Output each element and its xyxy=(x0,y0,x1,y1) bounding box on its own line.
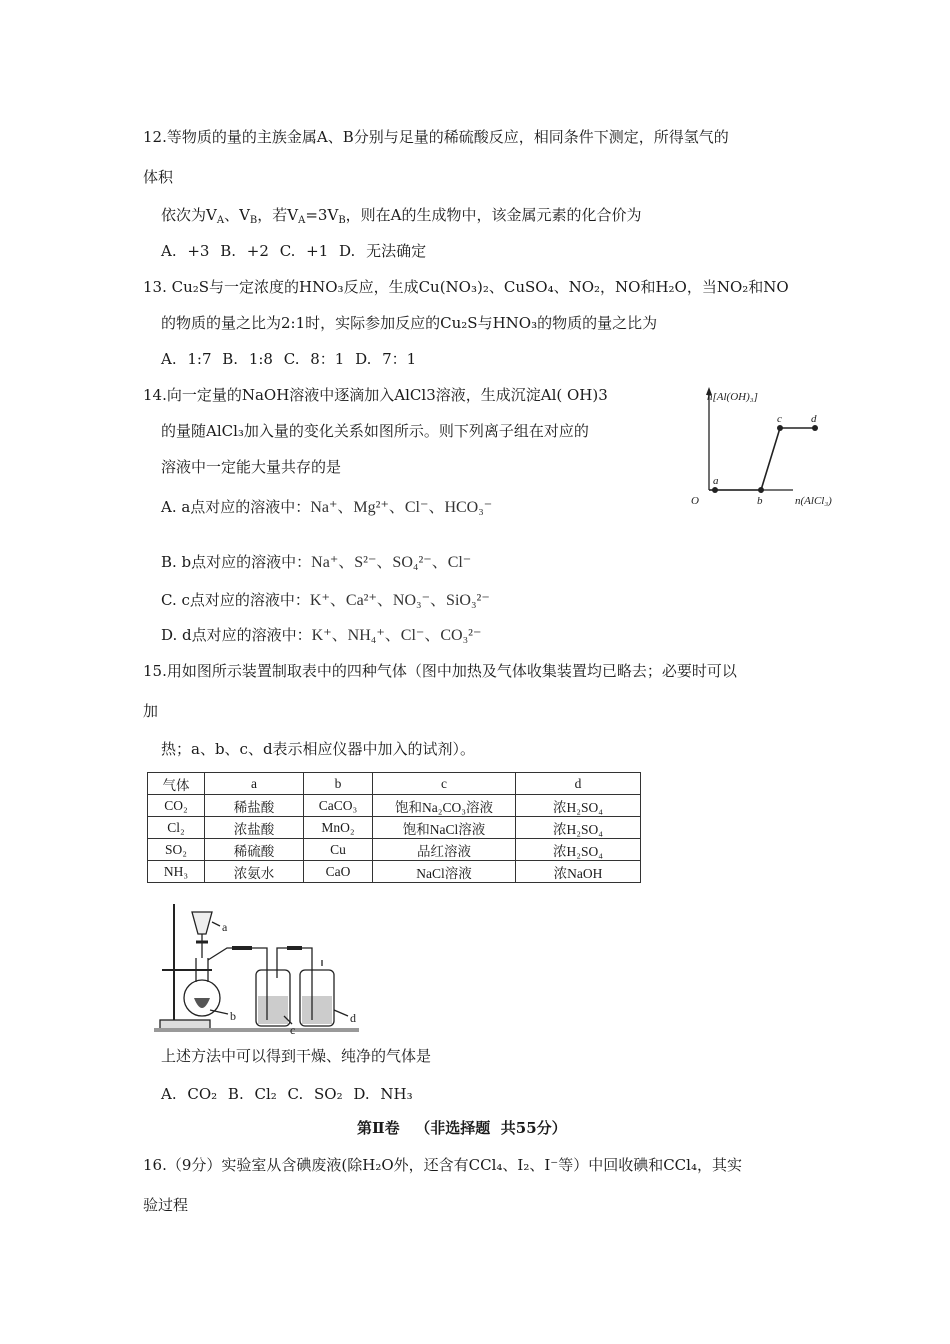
section-title: 第Ⅱ卷 （非选择题 共55分） xyxy=(357,1119,567,1137)
label-a: a xyxy=(222,920,228,934)
point-a-label: a xyxy=(713,475,719,487)
q15-line1: 15.用如图所示装置制取表中的四种气体（图中加热及气体收集装置均已略去；必要时可以 xyxy=(143,662,737,680)
q14-graph xyxy=(685,382,855,512)
table-cell: SO₂ xyxy=(148,839,205,861)
table-cell: 稀硫酸 xyxy=(205,839,304,861)
point-c-label: c xyxy=(777,413,782,425)
table-cell: 稀盐酸 xyxy=(205,795,304,817)
label-c: c xyxy=(290,1023,296,1036)
table-row xyxy=(148,839,641,861)
q12-line1: 12.等物质的量的主族金属A、B分别与足量的稀硫酸反应，相同条件下测定，所得氢气的 xyxy=(143,128,729,146)
solid-b xyxy=(194,998,210,1008)
origin-label: O xyxy=(691,495,699,507)
separatory-funnel xyxy=(192,912,212,934)
table-cell: 浓氨水 xyxy=(205,861,304,883)
q12-line2: 体积 xyxy=(143,168,174,186)
point-a xyxy=(712,487,718,493)
label-b: b xyxy=(230,1009,236,1023)
table-header: b xyxy=(304,773,373,795)
q14-line3: 溶液中一定能大量共存的是 xyxy=(161,458,342,476)
table-row xyxy=(148,817,641,839)
table-cell: CO₂ xyxy=(148,795,205,817)
point-d-label: d xyxy=(811,413,817,425)
table-cell: 饱和Na₂CO₃溶液 xyxy=(373,795,516,817)
table-header: a xyxy=(205,773,304,795)
table-cell: 饱和NaCl溶液 xyxy=(373,817,516,839)
table-cell: MnO₂ xyxy=(304,817,373,839)
q12-options: A. +3 B. +2 C. +1 D. 无法确定 xyxy=(161,242,427,260)
apparatus-diagram xyxy=(152,898,362,1036)
table-cell: 浓盐酸 xyxy=(205,817,304,839)
q16-line1: 16.（9分）实验室从含碘废液(除H₂O外，还含有CCl₄、I₂、I⁻等）中回收碘和CCl₄，其实 xyxy=(143,1156,742,1174)
table-header: 气体 xyxy=(148,773,205,795)
q14-option-b: B. b点对应的溶液中：Na⁺、S²⁻、SO₄²⁻、Cl⁻ xyxy=(161,553,472,571)
q14-option-d: D. d点对应的溶液中：K⁺、NH₄⁺、Cl⁻、CO₃²⁻ xyxy=(161,626,482,644)
table-header: c xyxy=(373,773,516,795)
table-cell: Cl₂ xyxy=(148,817,205,839)
q13-options: A. 1:7 B. 1:8 C. 8：1 D. 7：1 xyxy=(161,350,417,368)
table-cell: 品红溶液 xyxy=(373,839,516,861)
table-cell: Cu xyxy=(304,839,373,861)
table-cell: 浓H₂SO₄ xyxy=(516,795,641,817)
point-b xyxy=(758,487,764,493)
q15-question: 上述方法中可以得到干燥、纯净的气体是 xyxy=(161,1047,432,1065)
q14-line1: 14.向一定量的NaOH溶液中逐滴加入AlCl3溶液，生成沉淀Al( OH)3 xyxy=(143,386,608,404)
table-row xyxy=(148,795,641,817)
table-cell: NH₃ xyxy=(148,861,205,883)
q12-line3: 依次为$V_A$、$V_B$，若$V_A=3V_B$，则在A的生成物中，该金属元素的化合价为 xyxy=(161,206,642,226)
table-cell: NaCl溶液 xyxy=(373,861,516,883)
q15-options: A. CO₂ B. Cl₂ C. SO₂ D. NH₃ xyxy=(161,1085,413,1103)
q14-option-a: A. a点对应的溶液中：Na⁺、Mg²⁺、Cl⁻、HCO₃⁻ xyxy=(161,498,493,516)
table-header: d xyxy=(516,773,641,795)
x-axis-label: n(AlCl₃) xyxy=(795,495,832,507)
q14-option-c: C. c点对应的溶液中：K⁺、Ca²⁺、NO₃⁻、SiO₃²⁻ xyxy=(161,591,490,609)
table-cell: CaCO₃ xyxy=(304,795,373,817)
table-cell: 浓H₂SO₄ xyxy=(516,839,641,861)
curve xyxy=(709,428,815,490)
point-c xyxy=(777,425,783,431)
table-cell: CaO xyxy=(304,861,373,883)
point-d xyxy=(812,425,818,431)
bench xyxy=(154,1028,359,1032)
table-header-row xyxy=(148,773,641,795)
q16-line2: 验过程 xyxy=(143,1196,189,1214)
table-cell: 浓H₂SO₄ xyxy=(516,817,641,839)
y-axis-label: n[Al(OH)₃] xyxy=(707,391,758,403)
gas-table xyxy=(147,772,641,883)
q13-line1: 13. Cu₂S与一定浓度的HNO₃反应，生成Cu(NO₃)₂、CuSO₄、NO₂，NO和H₂O，当NO₂和NO xyxy=(143,278,789,296)
q14-line2: 的量随AlCl₃加入量的变化关系如图所示。则下列离子组在对应的 xyxy=(161,422,589,440)
table-cell: 浓NaOH xyxy=(516,861,641,883)
point-b-label: b xyxy=(757,495,763,507)
q15-line3: 热；a、b、c、d表示相应仪器中加入的试剂）。 xyxy=(161,740,476,758)
table-row xyxy=(148,861,641,883)
q13-line2: 的物质的量之比为2:1时，实际参加反应的Cu₂S与HNO₃的物质的量之比为 xyxy=(161,314,658,332)
label-d: d xyxy=(350,1011,356,1025)
q15-line2: 加 xyxy=(143,702,159,720)
